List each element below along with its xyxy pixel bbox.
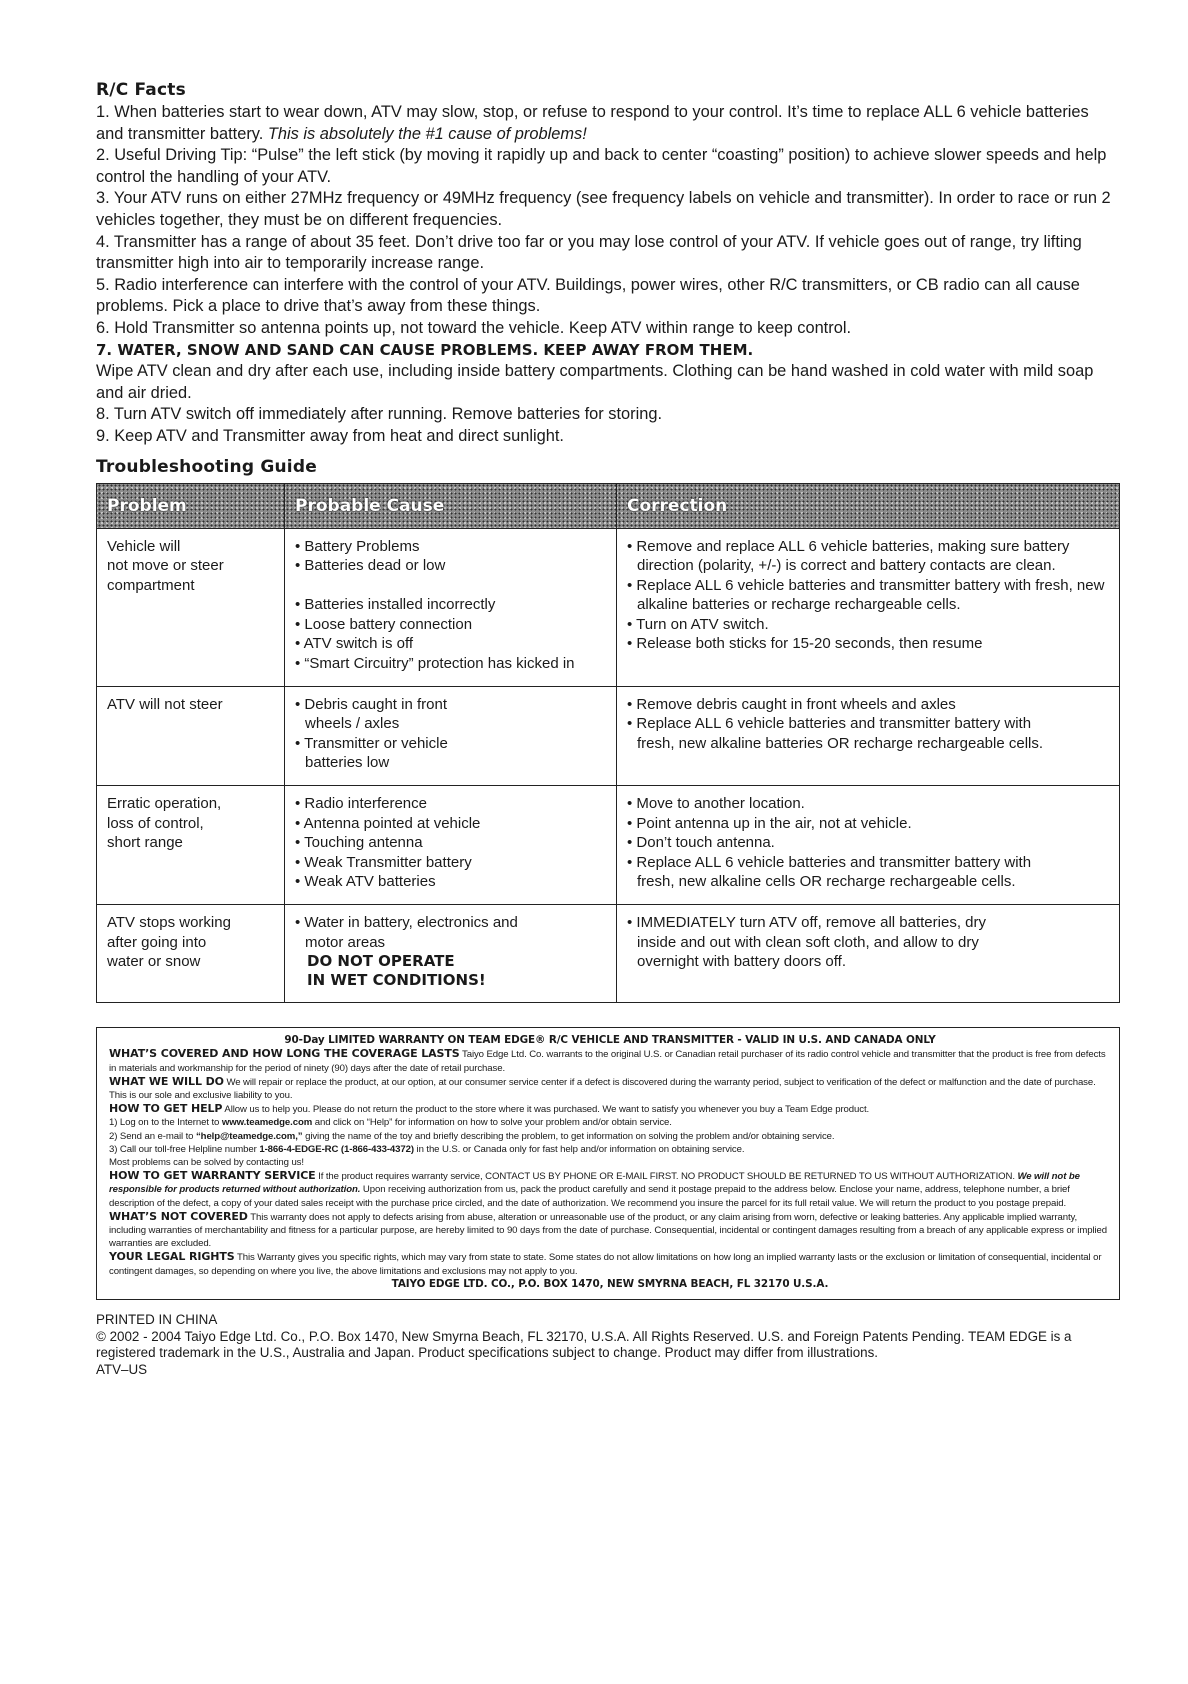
fact-9: 9. Keep ATV and Transmitter away from heat and direct sunlight. bbox=[96, 426, 564, 445]
cause-item: • Antenna pointed at vehicle bbox=[295, 814, 481, 832]
problem-line: compartment bbox=[107, 576, 195, 594]
fact-1-emphasis: This is absolutely the #1 cause of problems! bbox=[267, 124, 587, 143]
cause-cell bbox=[285, 905, 617, 1003]
warranty-title: 90-Day LIMITED WARRANTY ON TEAM EDGE® R/C VEHICLE AND TRANSMITTER - VALID IN U.S. AND CANADA ONLY bbox=[284, 1034, 936, 1047]
warranty-legal-rights bbox=[109, 1250, 1111, 1277]
correction-item: • Turn on ATV switch. bbox=[627, 615, 769, 633]
fact-7: 7. WATER, SNOW AND SAND CAN CAUSE PROBLEMS. KEEP AWAY FROM THEM. bbox=[96, 340, 754, 359]
problem-line: loss of control, bbox=[107, 814, 204, 832]
help-3-text-end: in the U.S. or Canada only for fast help and/or information on obtaining service. bbox=[416, 1143, 745, 1155]
correction-cell bbox=[617, 686, 1120, 785]
printed-in: PRINTED IN CHINA bbox=[96, 1312, 218, 1328]
problem-cell bbox=[97, 905, 285, 1003]
cause-item: • Battery Problems bbox=[295, 537, 420, 555]
problem-line: short range bbox=[107, 834, 183, 852]
cause-item: • Radio interference bbox=[295, 795, 427, 813]
fact-7-detail: Wipe ATV clean and dry after each use, including inside battery compartments. Clothing can be hand washed in cold water with mild soap and air dried. bbox=[96, 362, 1094, 402]
problem-line: not move or steer bbox=[107, 557, 224, 575]
correction-item: • Remove debris caught in front wheels and axles bbox=[627, 695, 956, 713]
rc-facts-section bbox=[96, 80, 1120, 448]
legal-rights-heading: YOUR LEGAL RIGHTS bbox=[109, 1250, 235, 1264]
correction-item: • Move to another location. bbox=[627, 795, 805, 813]
table-row bbox=[97, 786, 1120, 905]
cause-item: • Loose battery connection bbox=[295, 615, 473, 633]
correction-item: • Point antenna up in the air, not at vehicle. bbox=[627, 814, 912, 832]
helpline-number: 1-866-4-EDGE-RC (1-866-433-4372) bbox=[259, 1143, 414, 1155]
cause-item: • Water in battery, electronics and motor areas bbox=[295, 914, 518, 951]
correction-item: • Replace ALL 6 vehicle batteries and transmitter battery with fresh, new alkaline batteries or recharge rechargeable cells. bbox=[627, 576, 1105, 614]
cause-item: • “Smart Circuitry” protection has kicked in bbox=[295, 655, 575, 673]
cause-item: • Weak ATV batteries bbox=[295, 873, 436, 891]
help-3-text: 3) Call our toll-free Helpline number bbox=[109, 1143, 257, 1155]
help-2-text-end: giving the name of the toy and briefly describing the problem, to get information on solving the problem and/or obtaining service. bbox=[305, 1130, 835, 1142]
covered-heading: WHAT’S COVERED AND HOW LONG THE COVERAGE LASTS bbox=[109, 1047, 460, 1061]
help-heading: HOW TO GET HELP bbox=[109, 1102, 223, 1116]
service-emphasis: We will not be responsible for products returned without authorization. bbox=[109, 1171, 1080, 1196]
product-code: ATV–US bbox=[96, 1361, 148, 1377]
correction-cell bbox=[617, 528, 1120, 686]
cause-item: • Weak Transmitter battery bbox=[295, 853, 472, 871]
help-step-2 bbox=[109, 1130, 1111, 1143]
fact-8: 8. Turn ATV switch off immediately after running. Remove batteries for storing. bbox=[96, 405, 663, 424]
cause-item: • Batteries installed incorrectly bbox=[295, 596, 496, 614]
table-row bbox=[97, 905, 1120, 1003]
header-problem: Problem bbox=[97, 483, 285, 528]
table-row bbox=[97, 528, 1120, 686]
help-1-text-end: and click on “Help” for information on how to solve your problem and/or obtain service. bbox=[314, 1117, 672, 1129]
cause-cell bbox=[285, 686, 617, 785]
cause-item: • ATV switch is off bbox=[295, 635, 414, 653]
warranty-not-covered bbox=[109, 1210, 1111, 1251]
correction-item: • Replace ALL 6 vehicle batteries and transmitter battery with fresh, new alkaline cells OR recharge rechargeable cells. bbox=[627, 853, 1032, 891]
cause-cell bbox=[285, 528, 617, 686]
cause-item: • Touching antenna bbox=[295, 834, 423, 852]
problem-line: after going into bbox=[107, 933, 207, 951]
help-step-1 bbox=[109, 1116, 1111, 1129]
cause-item: • Debris caught in front wheels / axles bbox=[295, 695, 447, 733]
correction-cell bbox=[617, 786, 1120, 905]
warranty-service bbox=[109, 1169, 1111, 1210]
fact-1 bbox=[96, 102, 1120, 145]
fact-4: 4. Transmitter has a range of about 35 feet. Don’t drive too far or you may lose control of your ATV. If vehicle goes out of range, try lifting transmitter high into air to temporarily increase range. bbox=[96, 232, 1082, 273]
warranty-will-do bbox=[109, 1075, 1111, 1102]
table-row bbox=[97, 686, 1120, 785]
cause-cell bbox=[285, 786, 617, 905]
troubleshooting-table bbox=[96, 483, 1120, 1004]
rc-facts-title: R/C Facts bbox=[96, 80, 186, 100]
correction-item: • Remove and replace ALL 6 vehicle batteries, making sure battery direction (polarity, +/-) is correct and battery contacts are clean. bbox=[627, 537, 1070, 575]
service-text: If the product requires warranty service, CONTACT US BY PHONE OR E-MAIL FIRST. NO PRODUCT SHOULD BE RETURNED TO US WITHOUT AUTHORIZATION. bbox=[318, 1171, 1015, 1183]
help-text: Allow us to help you. Please do not return the product to the store where it was purchased. We want to satisfy you whenever you buy a Team Edge product. bbox=[224, 1104, 870, 1116]
copyright: © 2002 - 2004 Taiyo Edge Ltd. Co., P.O. Box 1470, New Smyrna Beach, FL 32170, U.S.A. All Rights Reserved. U.S. and Foreign Patents Pending. TEAM EDGE is a registered trademark in the U.S., Australia and Japan. Product specifications subject to change. Product may differ from illustrations. bbox=[96, 1328, 1072, 1361]
problem-line: Erratic operation, bbox=[107, 795, 222, 813]
help-1-text: 1) Log on to the Internet to bbox=[109, 1117, 220, 1129]
not-covered-heading: WHAT’S NOT COVERED bbox=[109, 1209, 248, 1223]
footer bbox=[96, 1312, 1120, 1378]
problem-cell bbox=[97, 786, 285, 905]
fact-2: 2. Useful Driving Tip: “Pulse” the left stick (by moving it rapidly up and back to center “coasting” position) to achieve slower speeds and help control the handling of your ATV. bbox=[96, 146, 1107, 186]
do-not-operate-warning: DO NOT OPERATE bbox=[307, 952, 455, 971]
problem-line: water or snow bbox=[107, 953, 201, 971]
problem-line: ATV stops working bbox=[107, 914, 231, 931]
cause-item: • Transmitter or vehicle batteries low bbox=[295, 734, 448, 772]
correction-item: • Don’t touch antenna. bbox=[627, 834, 775, 852]
website-link[interactable]: www.teamedge.com bbox=[221, 1117, 313, 1129]
cause-item: • Batteries dead or low bbox=[295, 557, 446, 575]
problem-line: Vehicle will bbox=[107, 537, 181, 555]
warranty-covered bbox=[109, 1047, 1111, 1074]
problem-cell bbox=[97, 528, 285, 686]
correction-item: • Release both sticks for 15-20 seconds, then resume bbox=[627, 635, 983, 653]
help-2-text: 2) Send an e-mail to bbox=[109, 1130, 194, 1142]
will-do-text: We will repair or replace the product, at our option, at our consumer service center if a defect is discovered during the warranty period, subject to verification of the defect or malfunction and the date of purchase. This is our sole and exclusive liability to you. bbox=[109, 1076, 1096, 1101]
not-covered-text: This warranty does not apply to defects arising from abuse, alteration or unreasonable use of the product, or any claim arising from worn, defective or leaking batteries. Any applicable implied warranty, including warranties of merchantability and fitness for a particular purpose, are hereby limited to 90 days from the date of purchase. Consequential, incidental or contingent damages resulting from a breach of any applicable express or implied warranties are excluded. bbox=[109, 1211, 1107, 1250]
troubleshooting-title: Troubleshooting Guide bbox=[96, 456, 317, 477]
fact-3: 3. Your ATV runs on either 27MHz frequency or 49MHz frequency (see frequency labels on vehicle and transmitter). In order to race or run 2 vehicles together, they must be on different frequencies. bbox=[96, 189, 1111, 229]
service-text-end: Upon receiving authorization from us, pack the product carefully and send it postage prepaid to the address below. Enclose your name, address, telephone number, a brief description of the defect, a copy of your dated sales receipt with the purchase price circled, and the date of authorization. We recommend you insure the parcel for its full retail value. We will return the product to you postage prepaid. bbox=[109, 1184, 1070, 1209]
correction-cell bbox=[617, 905, 1120, 1003]
problem-cell bbox=[97, 686, 285, 785]
email-link[interactable]: “help@teamedge.com,” bbox=[195, 1130, 303, 1142]
help-step-3 bbox=[109, 1143, 1111, 1156]
fact-1-text: 1. When batteries start to wear down, ATV may slow, stop, or refuse to respond to your control. It’s time to replace ALL 6 vehicle batteries and transmitter battery. bbox=[96, 103, 1089, 143]
header-correction: Correction bbox=[617, 483, 1120, 528]
legal-rights-text: This Warranty gives you specific rights, which may vary from state to state. Some states do not allow limitations on how long an implied warranty lasts or the exclusion or limitation of consequential, incidental or contingent damages, so depending on where you live, the above limitations and exclusions may not apply to you. bbox=[109, 1252, 1102, 1277]
warranty-box bbox=[96, 1027, 1120, 1300]
wet-conditions-warning: IN WET CONDITIONS! bbox=[307, 971, 486, 990]
fact-5: 5. Radio interference can interfere with the control of your ATV. Buildings, power wires, other R/C transmitters, or CB radio can all cause problems. Pick a place to drive that’s away from these things. bbox=[96, 275, 1080, 316]
correction-item: • Replace ALL 6 vehicle batteries and transmitter battery with fresh, new alkaline batteries OR recharge rechargeable cells. bbox=[627, 715, 1044, 752]
correction-item: • IMMEDIATELY turn ATV off, remove all batteries, dry inside and out with clean soft cloth, and allow to dry overnight with battery doors off. bbox=[627, 914, 986, 971]
page bbox=[96, 80, 1120, 1378]
warranty-address: TAIYO EDGE LTD. CO., P.O. BOX 1470, NEW SMYRNA BEACH, FL 32170 U.S.A. bbox=[391, 1277, 829, 1290]
service-heading: HOW TO GET WARRANTY SERVICE bbox=[109, 1169, 316, 1183]
will-do-heading: WHAT WE WILL DO bbox=[109, 1074, 224, 1088]
header-probable-cause: Probable Cause bbox=[285, 483, 617, 528]
table-header-row bbox=[97, 483, 1120, 528]
covered-text: Taiyo Edge Ltd. Co. warrants to the original U.S. or Canadian retail purchaser of its radio control vehicle and transmitter that the product is free from defects in materials and workmanship for the period of ninety (90) days after the date of retail purchase. bbox=[109, 1049, 1106, 1074]
warranty-help bbox=[109, 1102, 1111, 1116]
fact-6: 6. Hold Transmitter so antenna points up, not toward the vehicle. Keep ATV within range to keep control. bbox=[96, 318, 852, 337]
help-note: Most problems can be solved by contacting us! bbox=[109, 1157, 304, 1169]
problem-line: ATV will not steer bbox=[107, 695, 223, 713]
